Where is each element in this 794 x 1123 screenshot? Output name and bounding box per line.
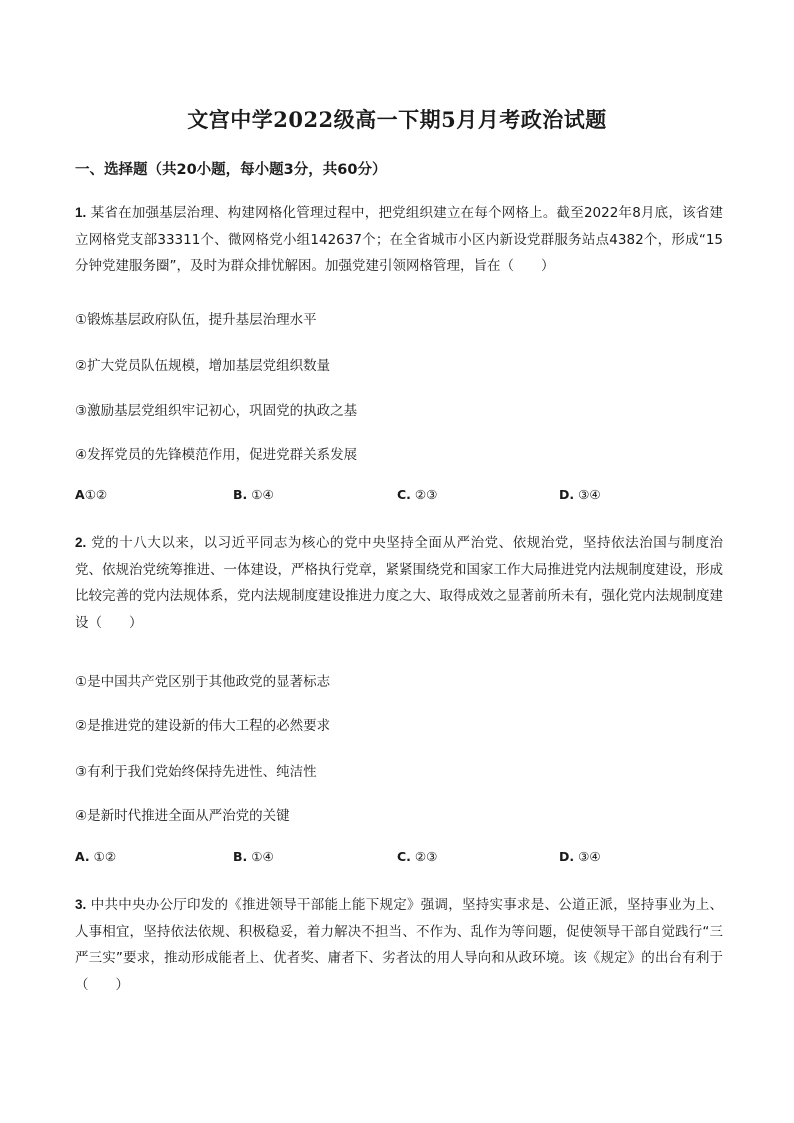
choice-text: ①② <box>84 487 108 502</box>
question-1-option-3: ③激励基层党组织牢记初心，巩固党的执政之基 <box>75 403 358 419</box>
question-2-option-2: ②是推进党的建设新的伟大工程的必然要求 <box>75 718 331 734</box>
choice-text: ①② <box>93 849 117 864</box>
choice-d[interactable] <box>559 487 601 502</box>
question-3-stem <box>75 892 723 998</box>
choice-b[interactable] <box>233 849 274 864</box>
choice-c[interactable] <box>397 487 437 502</box>
question-number: 1. <box>75 205 87 220</box>
question-1-option-2: ②扩大党员队伍规模，增加基层党组织数量 <box>75 358 331 374</box>
question-1-stem <box>75 200 723 280</box>
question-text: 中共中央办公厅印发的《推进领导干部能上能下规定》强调，坚持实事求是、公道正派，坚持事业为上、人事相宜，坚持依法依规、积极稳妥，着力解决不担当、不作为、乱作为等问题，促使领导干部自觉践行“三严三实”要求，推动形成能者上、优者奖、庸者下、劣者汰的用人导向和从政环境。该《规定》的出台有利于（ ） <box>75 897 723 993</box>
question-number: 2. <box>75 535 87 550</box>
choice-letter: A <box>75 487 85 502</box>
choice-letter: A. <box>75 849 90 864</box>
question-text: 党的十八大以来，以习近平同志为核心的党中央坚持全面从严治党、依规治党，坚持依法治国与制度治党、依规治党统筹推进、一体建设，严格执行党章，紧紧围绕党和国家工作大局推进党内法规制度建设，形成比较完善的党内法规体系，党内法规制度建设推进力度之大、取得成效之显著前所未有，强化党内法规制度建设（ ） <box>75 535 723 631</box>
choice-text: ②③ <box>414 487 438 502</box>
choice-letter: B. <box>233 487 248 502</box>
choice-text: ①④ <box>251 849 274 864</box>
question-text: 某省在加强基层治理、构建网格化管理过程中，把党组织建立在每个网格上。截至2022年8月底，该省建立网格党支部33311个、微网格党小组142637个；在全省城市小区内新设党群服务站点4382个，形成“15分钟党建服务圈”，及时为群众排忧解困。加强党建引领网格管理，旨在（ ） <box>75 205 723 274</box>
choice-letter: D. <box>559 487 575 502</box>
choice-letter: C. <box>397 849 411 864</box>
choice-d[interactable] <box>559 849 601 864</box>
choice-letter: B. <box>233 849 248 864</box>
choice-a[interactable] <box>75 849 116 864</box>
question-number: 3. <box>75 897 87 912</box>
question-2-option-3: ③有利于我们党始终保持先进性、纯洁性 <box>75 764 317 780</box>
question-2-option-1: ①是中国共产党区别于其他政党的显著标志 <box>75 674 331 690</box>
question-2-choices <box>0 849 794 869</box>
question-1-option-1: ①锻炼基层政府队伍，提升基层治理水平 <box>75 312 317 328</box>
choice-letter: C. <box>397 487 411 502</box>
question-2-option-4: ④是新时代推进全面从严治党的关键 <box>75 808 290 824</box>
question-1-choices <box>0 487 794 507</box>
question-1-option-4: ④发挥党员的先锋模范作用，促进党群关系发展 <box>75 447 358 463</box>
choice-c[interactable] <box>397 849 437 864</box>
question-2-stem <box>75 530 723 636</box>
choice-letter: D. <box>559 849 575 864</box>
choice-text: ③④ <box>578 849 601 864</box>
choice-b[interactable] <box>233 487 274 502</box>
choice-text: ②③ <box>414 849 438 864</box>
choice-text: ①④ <box>251 487 274 502</box>
section-heading: 一、选择题（共20小题，每小题3分，共60分） <box>75 162 387 178</box>
choice-text: ③④ <box>578 487 601 502</box>
page-title: 文宫中学2022级高一下期5月月考政治试题 <box>187 107 607 132</box>
choice-a[interactable] <box>75 487 107 502</box>
